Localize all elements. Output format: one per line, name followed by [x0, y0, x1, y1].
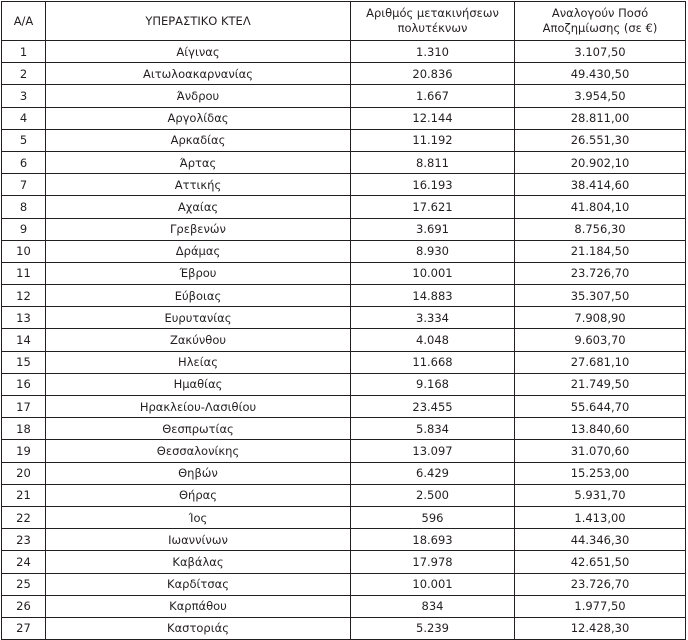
table-row — [2, 506, 686, 528]
cell-aa: 22 — [2, 506, 46, 528]
cell-aa: 20 — [2, 462, 46, 484]
cell-aa: 27 — [2, 617, 46, 639]
table-row — [2, 418, 686, 440]
cell-aa: 26 — [2, 595, 46, 617]
cell-moves: 17.621 — [351, 196, 515, 218]
cell-aa: 8 — [2, 196, 46, 218]
cell-amount: 20.902,10 — [515, 151, 686, 173]
cell-aa: 24 — [2, 551, 46, 573]
cell-aa: 19 — [2, 440, 46, 462]
cell-moves: 9.168 — [351, 373, 515, 395]
header-ktel: ΥΠΕΡΑΣΤΙΚΟ ΚΤΕΛ — [46, 2, 351, 41]
cell-amount: 7.908,90 — [515, 307, 686, 329]
cell-ktel: Αίγινας — [46, 41, 351, 63]
table-row — [2, 196, 686, 218]
cell-moves: 12.144 — [351, 107, 515, 129]
cell-aa: 9 — [2, 218, 46, 240]
header-aa: Α/Α — [2, 2, 46, 41]
cell-moves: 6.429 — [351, 462, 515, 484]
cell-amount: 42.651,50 — [515, 551, 686, 573]
cell-amount: 21.749,50 — [515, 373, 686, 395]
cell-moves: 834 — [351, 595, 515, 617]
table-row — [2, 262, 686, 284]
header-amount — [515, 2, 686, 41]
cell-amount: 26.551,30 — [515, 129, 686, 151]
cell-ktel: Εύβοιας — [46, 285, 351, 307]
cell-moves: 5.834 — [351, 418, 515, 440]
cell-amount: 12.428,30 — [515, 617, 686, 639]
cell-ktel: Θεσσαλονίκης — [46, 440, 351, 462]
cell-moves: 3.691 — [351, 218, 515, 240]
cell-amount: 35.307,50 — [515, 285, 686, 307]
cell-ktel: Καρπάθου — [46, 595, 351, 617]
cell-aa: 1 — [2, 41, 46, 63]
cell-moves: 1.310 — [351, 41, 515, 63]
table-row — [2, 85, 686, 107]
cell-aa: 23 — [2, 529, 46, 551]
cell-amount: 27.681,10 — [515, 351, 686, 373]
cell-ktel: Καβάλας — [46, 551, 351, 573]
cell-ktel: Ημαθίας — [46, 373, 351, 395]
cell-amount: 55.644,70 — [515, 396, 686, 418]
table-row — [2, 351, 686, 373]
cell-aa: 17 — [2, 396, 46, 418]
table-row — [2, 218, 686, 240]
cell-moves: 2.500 — [351, 484, 515, 506]
cell-amount: 15.253,00 — [515, 462, 686, 484]
cell-aa: 16 — [2, 373, 46, 395]
cell-moves: 10.001 — [351, 573, 515, 595]
table-row — [2, 107, 686, 129]
cell-ktel: Ιωαννίνων — [46, 529, 351, 551]
table-row — [2, 151, 686, 173]
table-row — [2, 63, 686, 85]
cell-ktel: Θήρας — [46, 484, 351, 506]
cell-amount: 38.414,60 — [515, 174, 686, 196]
header-moves-line2: πολυτέκνων — [397, 21, 468, 35]
cell-aa: 21 — [2, 484, 46, 506]
cell-aa: 7 — [2, 174, 46, 196]
table-row — [2, 462, 686, 484]
cell-moves: 11.668 — [351, 351, 515, 373]
cell-aa: 12 — [2, 285, 46, 307]
cell-moves: 23.455 — [351, 396, 515, 418]
cell-ktel: Αρκαδίας — [46, 129, 351, 151]
cell-moves: 596 — [351, 506, 515, 528]
cell-amount: 13.840,60 — [515, 418, 686, 440]
cell-ktel: Έβρου — [46, 262, 351, 284]
table-row — [2, 440, 686, 462]
table-row — [2, 285, 686, 307]
header-amount-line1: Αναλογούν Ποσό — [551, 6, 649, 20]
cell-ktel: Γρεβενών — [46, 218, 351, 240]
cell-aa: 15 — [2, 351, 46, 373]
cell-aa: 11 — [2, 262, 46, 284]
cell-moves: 13.097 — [351, 440, 515, 462]
cell-aa: 3 — [2, 85, 46, 107]
cell-aa: 18 — [2, 418, 46, 440]
cell-ktel: Ίος — [46, 506, 351, 528]
cell-moves: 16.193 — [351, 174, 515, 196]
cell-ktel: Ζακύνθου — [46, 329, 351, 351]
cell-moves: 8.930 — [351, 240, 515, 262]
cell-ktel: Δράμας — [46, 240, 351, 262]
cell-aa: 2 — [2, 63, 46, 85]
cell-amount: 1.413,00 — [515, 506, 686, 528]
cell-ktel: Καρδίτσας — [46, 573, 351, 595]
cell-ktel: Ηλείας — [46, 351, 351, 373]
table-row — [2, 484, 686, 506]
table-row — [2, 573, 686, 595]
table-header-row — [2, 2, 686, 41]
table-row — [2, 373, 686, 395]
cell-amount: 3.954,50 — [515, 85, 686, 107]
cell-aa: 14 — [2, 329, 46, 351]
cell-ktel: Αιτωλοακαρνανίας — [46, 63, 351, 85]
cell-ktel: Αργολίδας — [46, 107, 351, 129]
cell-ktel: Άνδρου — [46, 85, 351, 107]
cell-moves: 17.978 — [351, 551, 515, 573]
cell-ktel: Ευρυτανίας — [46, 307, 351, 329]
table-row — [2, 329, 686, 351]
compensation-table — [1, 1, 686, 640]
cell-moves: 1.667 — [351, 85, 515, 107]
cell-moves: 10.001 — [351, 262, 515, 284]
header-amount-line2: Αποζημίωσης (σε €) — [542, 21, 658, 35]
cell-amount: 8.756,30 — [515, 218, 686, 240]
cell-amount: 28.811,00 — [515, 107, 686, 129]
cell-amount: 21.184,50 — [515, 240, 686, 262]
cell-ktel: Ηρακλείου-Λασιθίου — [46, 396, 351, 418]
table-row — [2, 41, 686, 63]
cell-amount: 49.430,50 — [515, 63, 686, 85]
header-moves — [351, 2, 515, 41]
cell-amount: 31.070,60 — [515, 440, 686, 462]
cell-moves: 20.836 — [351, 63, 515, 85]
header-moves-line1: Αριθμός μετακινήσεων — [366, 6, 499, 20]
cell-amount: 5.931,70 — [515, 484, 686, 506]
cell-aa: 10 — [2, 240, 46, 262]
cell-moves: 5.239 — [351, 617, 515, 639]
table-row — [2, 617, 686, 639]
table-row — [2, 307, 686, 329]
cell-amount: 3.107,50 — [515, 41, 686, 63]
cell-amount: 23.726,70 — [515, 262, 686, 284]
cell-moves: 3.334 — [351, 307, 515, 329]
cell-ktel: Θεσπρωτίας — [46, 418, 351, 440]
cell-amount: 1.977,50 — [515, 595, 686, 617]
cell-moves: 4.048 — [351, 329, 515, 351]
cell-amount: 9.603,70 — [515, 329, 686, 351]
cell-moves: 11.192 — [351, 129, 515, 151]
table-body — [2, 41, 686, 640]
cell-ktel: Αχαίας — [46, 196, 351, 218]
cell-ktel: Άρτας — [46, 151, 351, 173]
cell-amount: 41.804,10 — [515, 196, 686, 218]
cell-amount: 23.726,70 — [515, 573, 686, 595]
table-row — [2, 174, 686, 196]
cell-ktel: Θηβών — [46, 462, 351, 484]
table-row — [2, 551, 686, 573]
cell-ktel: Καστοριάς — [46, 617, 351, 639]
cell-aa: 6 — [2, 151, 46, 173]
cell-aa: 4 — [2, 107, 46, 129]
cell-aa: 25 — [2, 573, 46, 595]
cell-moves: 8.811 — [351, 151, 515, 173]
table-row — [2, 129, 686, 151]
cell-aa: 5 — [2, 129, 46, 151]
cell-amount: 44.346,30 — [515, 529, 686, 551]
cell-aa: 13 — [2, 307, 46, 329]
table-row — [2, 396, 686, 418]
cell-ktel: Αττικής — [46, 174, 351, 196]
table-row — [2, 529, 686, 551]
table-row — [2, 595, 686, 617]
cell-moves: 18.693 — [351, 529, 515, 551]
cell-moves: 14.883 — [351, 285, 515, 307]
table-row — [2, 240, 686, 262]
